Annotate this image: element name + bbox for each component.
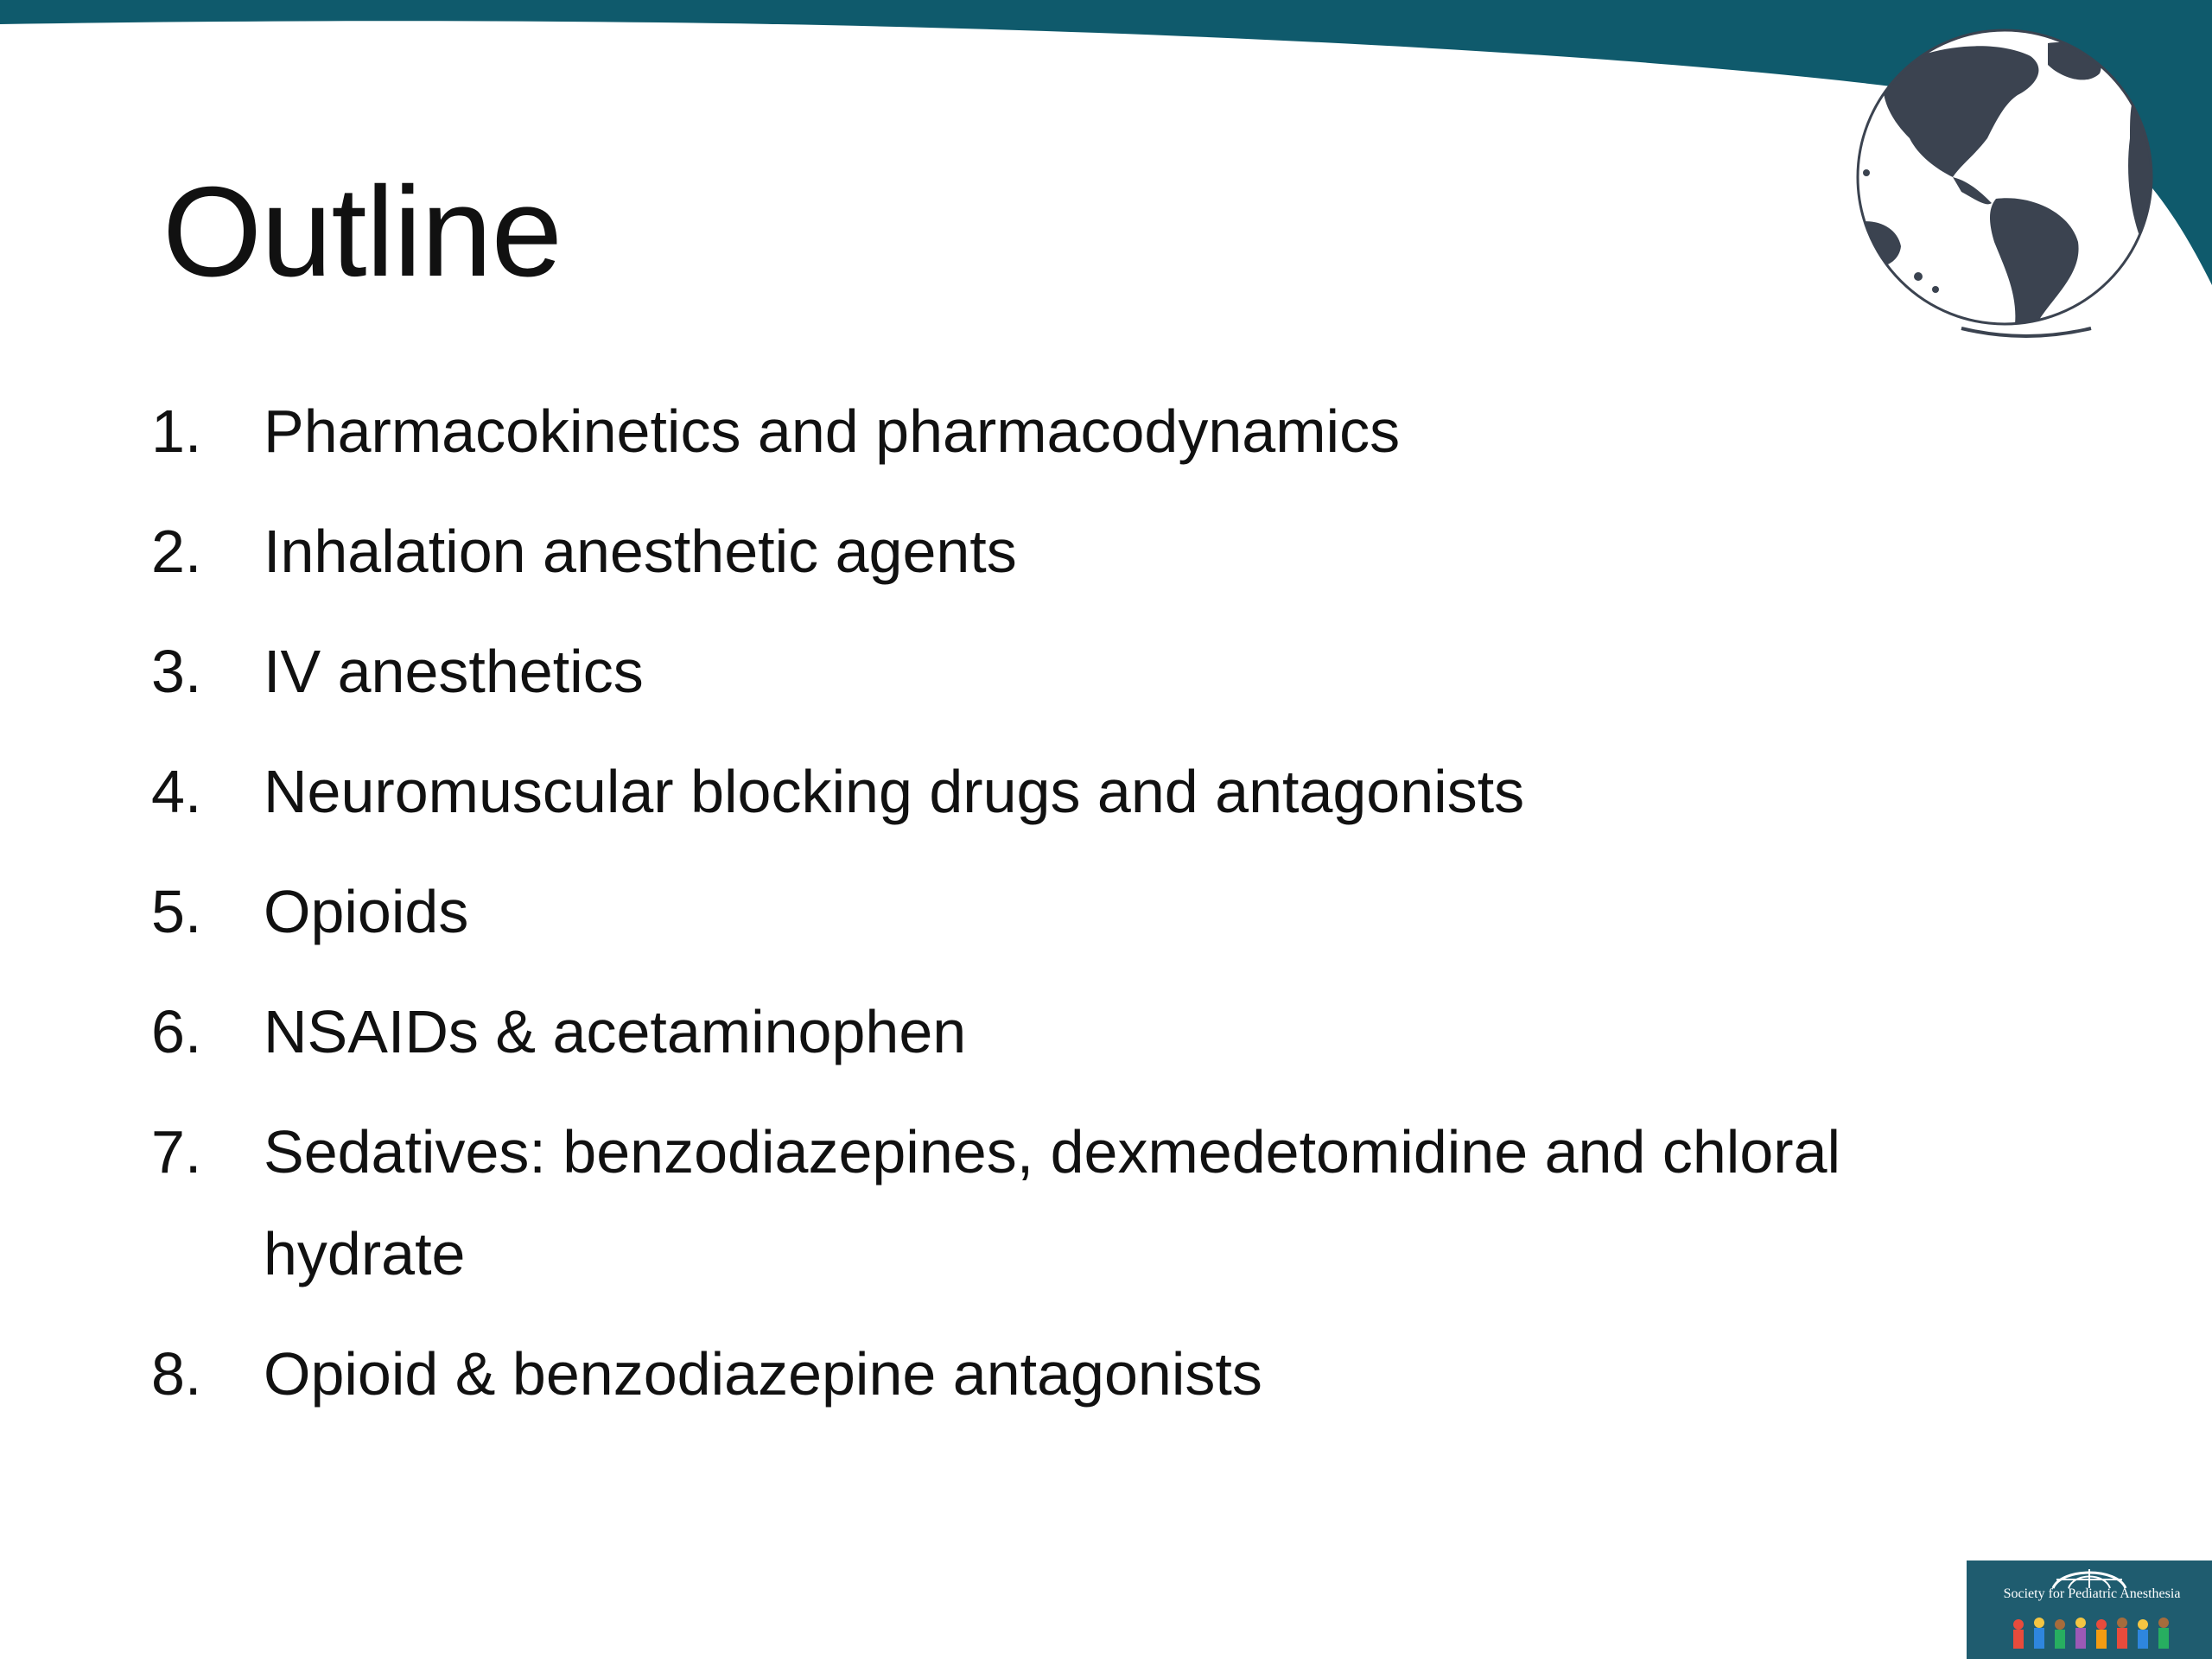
list-item xyxy=(151,1101,1879,1305)
list-item xyxy=(151,1323,1879,1425)
logo-text: Society for Pediatric Anesthesia xyxy=(2003,1586,2181,1601)
list-item-number: 8. xyxy=(151,1340,202,1408)
outline-list xyxy=(151,380,1879,1443)
list-item-number: 1. xyxy=(151,397,202,465)
list-item xyxy=(151,861,1879,963)
list-item-number: 2. xyxy=(151,518,202,585)
list-item-text: Pharmacokinetics and pharmacodynamics xyxy=(264,397,1401,465)
society-logo-icon xyxy=(1967,1560,2212,1659)
globe-icon xyxy=(1832,26,2177,346)
list-item-number: 4. xyxy=(151,758,202,825)
list-item xyxy=(151,981,1879,1083)
list-item-number: 3. xyxy=(151,638,202,705)
list-item-text: Sedatives: benzodiazepines, dexmedetomidine and chloral hydrate xyxy=(264,1118,1841,1287)
list-item xyxy=(151,500,1879,602)
list-item-text: NSAIDs & acetaminophen xyxy=(264,998,967,1065)
list-item xyxy=(151,741,1879,842)
list-item xyxy=(151,620,1879,722)
list-item-text: Opioids xyxy=(264,878,469,945)
list-item-text: Opioid & benzodiazepine antagonists xyxy=(264,1340,1262,1408)
society-logo xyxy=(1967,1560,2212,1659)
list-item-text: Neuromuscular blocking drugs and antagonists xyxy=(264,758,1525,825)
list-item xyxy=(151,380,1879,482)
list-item-text: IV anesthetics xyxy=(264,638,644,705)
list-item-number: 6. xyxy=(151,998,202,1065)
list-item-text: Inhalation anesthetic agents xyxy=(264,518,1017,585)
list-item-number: 5. xyxy=(151,878,202,945)
list-item-number: 7. xyxy=(151,1118,202,1185)
slide-title: Outline xyxy=(162,161,562,303)
